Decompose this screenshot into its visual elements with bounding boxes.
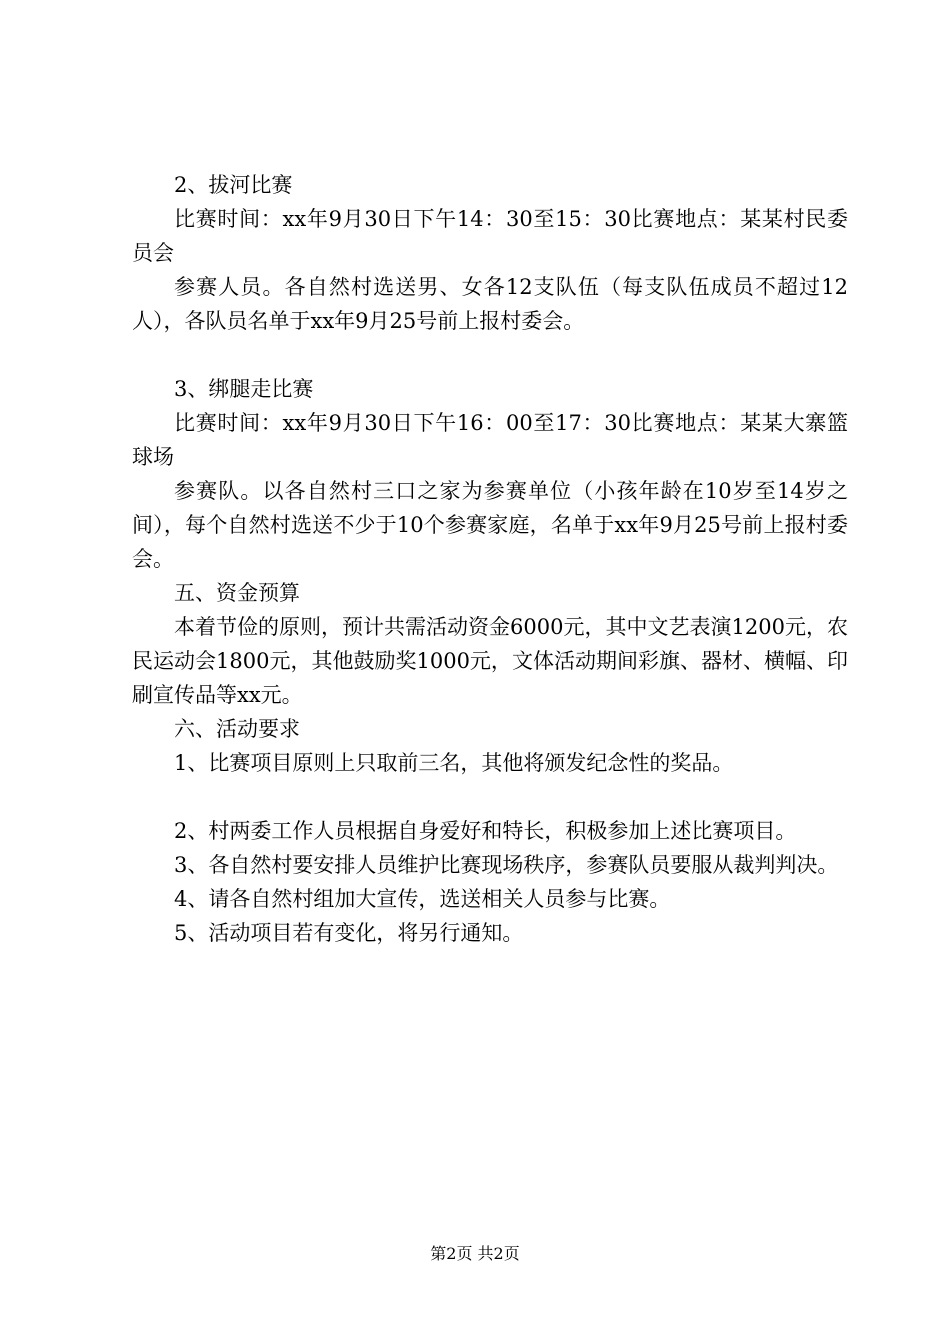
section-heading-budget: 五、资金预算 bbox=[174, 581, 300, 605]
requirement-item-1: 1、比赛项目原则上只取前三名，其他将颁发纪念性的奖品。 bbox=[174, 751, 734, 775]
tug-of-war-participants: 参赛人员。各自然村选送男、女各12支队伍（每支队伍成员不超过12人），各队员名单于xx年9月25号前上报村委会。 bbox=[132, 275, 848, 333]
requirement-item-5: 5、活动项目若有变化，将另行通知。 bbox=[174, 921, 524, 945]
three-legged-race-time-place: 比赛时间：xx年9月30日下午16：00至17：30比赛地点：某某大寨篮球场 bbox=[132, 411, 848, 469]
section-heading-tug-of-war: 2、拔河比赛 bbox=[174, 173, 293, 197]
requirement-item-4: 4、请各自然村组加大宣传，选送相关人员参与比赛。 bbox=[174, 887, 671, 911]
section-heading-three-legged-race: 3、绑腿走比赛 bbox=[174, 377, 314, 401]
paragraph-gap bbox=[132, 780, 848, 814]
tug-of-war-time-place: 比赛时间：xx年9月30日下午14：30至15：30比赛地点：某某村民委员会 bbox=[132, 207, 848, 265]
paragraph-gap bbox=[132, 338, 848, 372]
document-body bbox=[132, 168, 848, 950]
budget-details: 本着节俭的原则，预计共需活动资金6000元，其中文艺表演1200元，农民运动会1800元，其他鼓励奖1000元，文体活动期间彩旗、器材、横幅、印刷宣传品等xx元。 bbox=[132, 615, 848, 707]
requirement-item-3: 3、各自然村要安排人员维护比赛现场秩序，参赛队员要服从裁判判决。 bbox=[174, 853, 839, 877]
requirement-item-2: 2、村两委工作人员根据自身爱好和特长，积极参加上述比赛项目。 bbox=[174, 819, 797, 843]
section-heading-requirements: 六、活动要求 bbox=[174, 717, 300, 741]
three-legged-race-participants: 参赛队。以各自然村三口之家为参赛单位（小孩年龄在10岁至14岁之间），每个自然村选送不少于10个参赛家庭，名单于xx年9月25号前上报村委会。 bbox=[132, 479, 848, 571]
page-number-footer: 第2页 共2页 bbox=[430, 1244, 520, 1263]
